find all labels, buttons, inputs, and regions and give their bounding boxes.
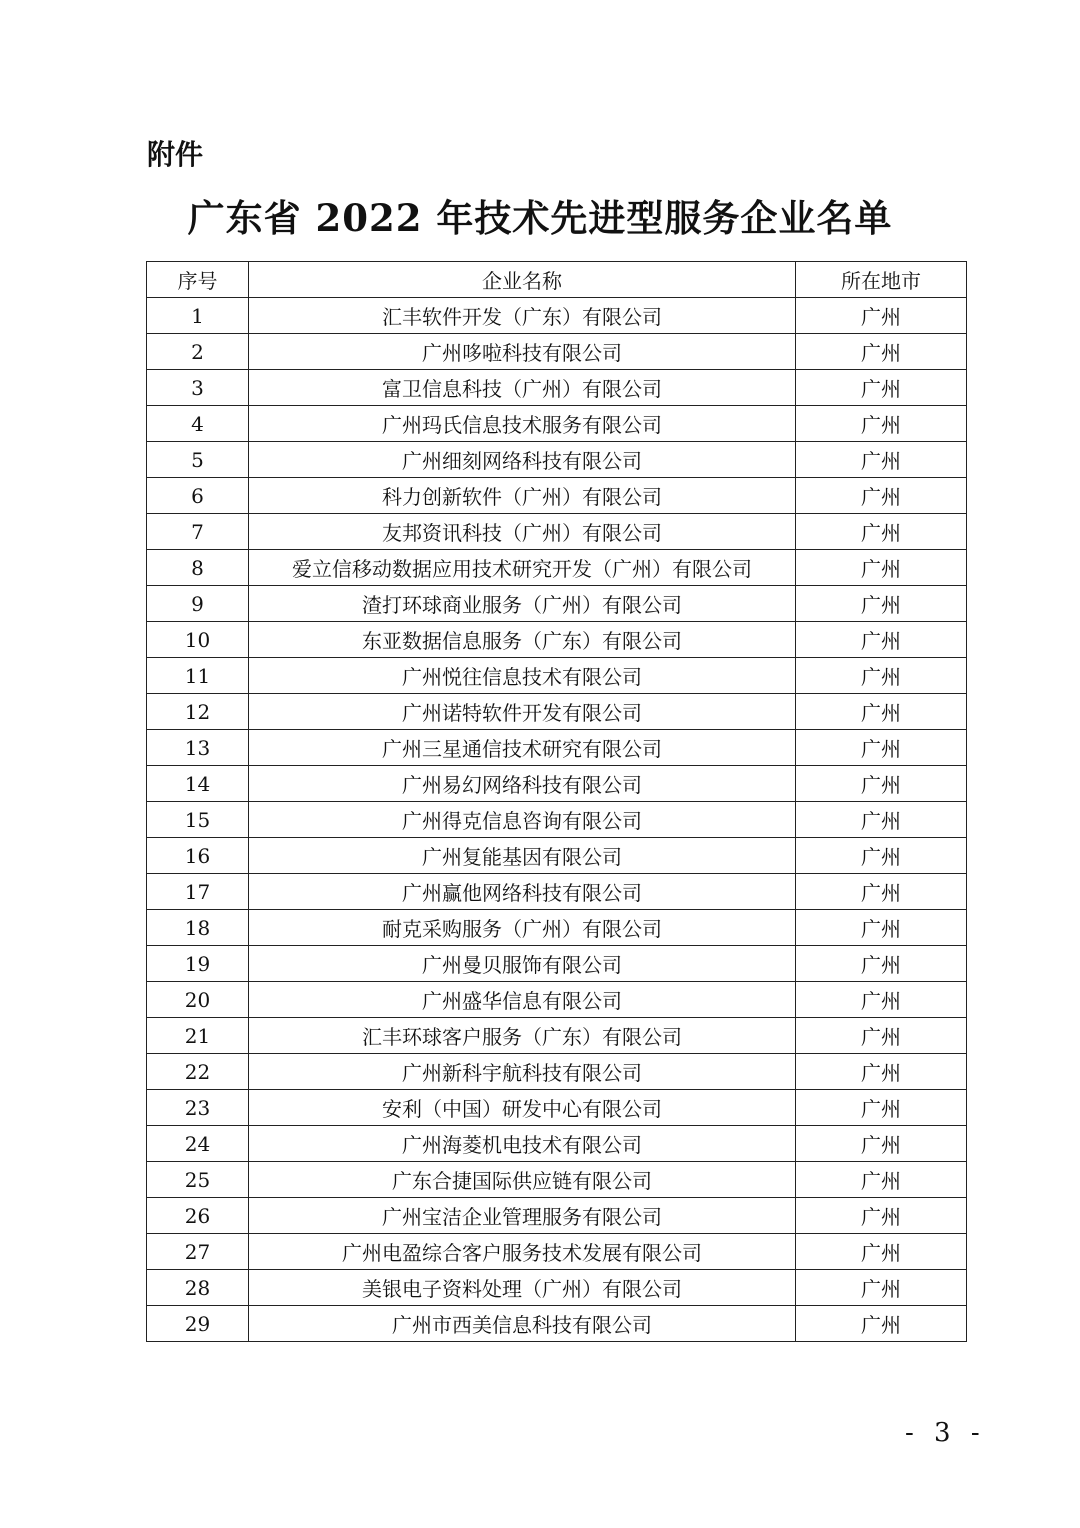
city: 广州: [796, 1126, 967, 1162]
enterprise-table: [146, 261, 967, 1342]
company-name: 友邦资讯科技（广州）有限公司: [249, 514, 796, 550]
table-row: [147, 550, 967, 586]
city: 广州: [796, 802, 967, 838]
table-row: [147, 730, 967, 766]
company-name: 广州得克信息咨询有限公司: [249, 802, 796, 838]
row-index: 15: [147, 802, 249, 838]
company-name: 广州玛氏信息技术服务有限公司: [249, 406, 796, 442]
city: 广州: [796, 586, 967, 622]
table-row: [147, 694, 967, 730]
table-row: [147, 910, 967, 946]
table-row: [147, 622, 967, 658]
attachment-label: 附件: [147, 138, 204, 171]
city: 广州: [796, 694, 967, 730]
table-row: [147, 1126, 967, 1162]
row-index: 2: [147, 334, 249, 370]
table-row: [147, 802, 967, 838]
row-index: 21: [147, 1018, 249, 1054]
company-name: 广州复能基因有限公司: [249, 838, 796, 874]
company-name: 渣打环球商业服务（广州）有限公司: [249, 586, 796, 622]
table-row: [147, 1054, 967, 1090]
company-name: 富卫信息科技（广州）有限公司: [249, 370, 796, 406]
company-name: 广州宝洁企业管理服务有限公司: [249, 1198, 796, 1234]
company-name: 广州悦往信息技术有限公司: [249, 658, 796, 694]
row-index: 13: [147, 730, 249, 766]
city: 广州: [796, 1234, 967, 1270]
company-name: 广州海菱机电技术有限公司: [249, 1126, 796, 1162]
page-number: - 3 -: [905, 1418, 986, 1448]
company-name: 广州盛华信息有限公司: [249, 982, 796, 1018]
table-row: [147, 946, 967, 982]
row-index: 27: [147, 1234, 249, 1270]
company-name: 广州三星通信技术研究有限公司: [249, 730, 796, 766]
city: 广州: [796, 838, 967, 874]
row-index: 24: [147, 1126, 249, 1162]
city: 广州: [796, 370, 967, 406]
table-row: [147, 586, 967, 622]
table-row: [147, 1270, 967, 1306]
table-row: [147, 1090, 967, 1126]
row-index: 5: [147, 442, 249, 478]
row-index: 25: [147, 1162, 249, 1198]
row-index: 28: [147, 1270, 249, 1306]
row-index: 14: [147, 766, 249, 802]
table-row: [147, 334, 967, 370]
row-index: 4: [147, 406, 249, 442]
company-name: 耐克采购服务（广州）有限公司: [249, 910, 796, 946]
company-name: 东亚数据信息服务（广东）有限公司: [249, 622, 796, 658]
city: 广州: [796, 874, 967, 910]
city: 广州: [796, 730, 967, 766]
row-index: 6: [147, 478, 249, 514]
company-name: 广州哆啦科技有限公司: [249, 334, 796, 370]
company-name: 美银电子资料处理（广州）有限公司: [249, 1270, 796, 1306]
company-name: 广州易幻网络科技有限公司: [249, 766, 796, 802]
city: 广州: [796, 658, 967, 694]
city: 广州: [796, 1306, 967, 1342]
row-index: 7: [147, 514, 249, 550]
company-name: 广州曼贝服饰有限公司: [249, 946, 796, 982]
header-company-name: 企业名称: [249, 262, 796, 298]
row-index: 12: [147, 694, 249, 730]
city: 广州: [796, 622, 967, 658]
company-name: 广东合捷国际供应链有限公司: [249, 1162, 796, 1198]
header-city: 所在地市: [796, 262, 967, 298]
row-index: 10: [147, 622, 249, 658]
city: 广州: [796, 442, 967, 478]
header-index: 序号: [147, 262, 249, 298]
company-name: 广州市西美信息科技有限公司: [249, 1306, 796, 1342]
row-index: 3: [147, 370, 249, 406]
city: 广州: [796, 946, 967, 982]
table-row: [147, 1306, 967, 1342]
row-index: 23: [147, 1090, 249, 1126]
city: 广州: [796, 406, 967, 442]
company-name: 汇丰环球客户服务（广东）有限公司: [249, 1018, 796, 1054]
company-name: 广州诺特软件开发有限公司: [249, 694, 796, 730]
row-index: 16: [147, 838, 249, 874]
city: 广州: [796, 766, 967, 802]
row-index: 26: [147, 1198, 249, 1234]
company-name: 广州电盈综合客户服务技术发展有限公司: [249, 1234, 796, 1270]
table-row: [147, 658, 967, 694]
table-row: [147, 1198, 967, 1234]
city: 广州: [796, 550, 967, 586]
row-index: 18: [147, 910, 249, 946]
table-row: [147, 874, 967, 910]
document-title: 广东省 2022 年技术先进型服务企业名单: [187, 196, 893, 240]
row-index: 22: [147, 1054, 249, 1090]
row-index: 8: [147, 550, 249, 586]
city: 广州: [796, 1162, 967, 1198]
table-row: [147, 478, 967, 514]
row-index: 19: [147, 946, 249, 982]
row-index: 11: [147, 658, 249, 694]
city: 广州: [796, 910, 967, 946]
row-index: 20: [147, 982, 249, 1018]
table-row: [147, 1162, 967, 1198]
table-row: [147, 442, 967, 478]
city: 广州: [796, 1054, 967, 1090]
table-row: [147, 370, 967, 406]
city: 广州: [796, 1270, 967, 1306]
company-name: 汇丰软件开发（广东）有限公司: [249, 298, 796, 334]
table-row: [147, 838, 967, 874]
company-name: 广州新科宇航科技有限公司: [249, 1054, 796, 1090]
row-index: 1: [147, 298, 249, 334]
city: 广州: [796, 334, 967, 370]
company-name: 爱立信移动数据应用技术研究开发（广州）有限公司: [249, 550, 796, 586]
row-index: 29: [147, 1306, 249, 1342]
company-name: 科力创新软件（广州）有限公司: [249, 478, 796, 514]
table-row: [147, 514, 967, 550]
table-row: [147, 298, 967, 334]
company-name: 广州细刻网络科技有限公司: [249, 442, 796, 478]
city: 广州: [796, 514, 967, 550]
company-name: 安利（中国）研发中心有限公司: [249, 1090, 796, 1126]
city: 广州: [796, 982, 967, 1018]
company-name: 广州赢他网络科技有限公司: [249, 874, 796, 910]
table-row: [147, 766, 967, 802]
table-row: [147, 406, 967, 442]
row-index: 17: [147, 874, 249, 910]
city: 广州: [796, 1090, 967, 1126]
table-row: [147, 1234, 967, 1270]
table-row: [147, 1018, 967, 1054]
city: 广州: [796, 1018, 967, 1054]
city: 广州: [796, 298, 967, 334]
city: 广州: [796, 478, 967, 514]
row-index: 9: [147, 586, 249, 622]
table-row: [147, 982, 967, 1018]
table-header-row: [147, 262, 967, 298]
city: 广州: [796, 1198, 967, 1234]
